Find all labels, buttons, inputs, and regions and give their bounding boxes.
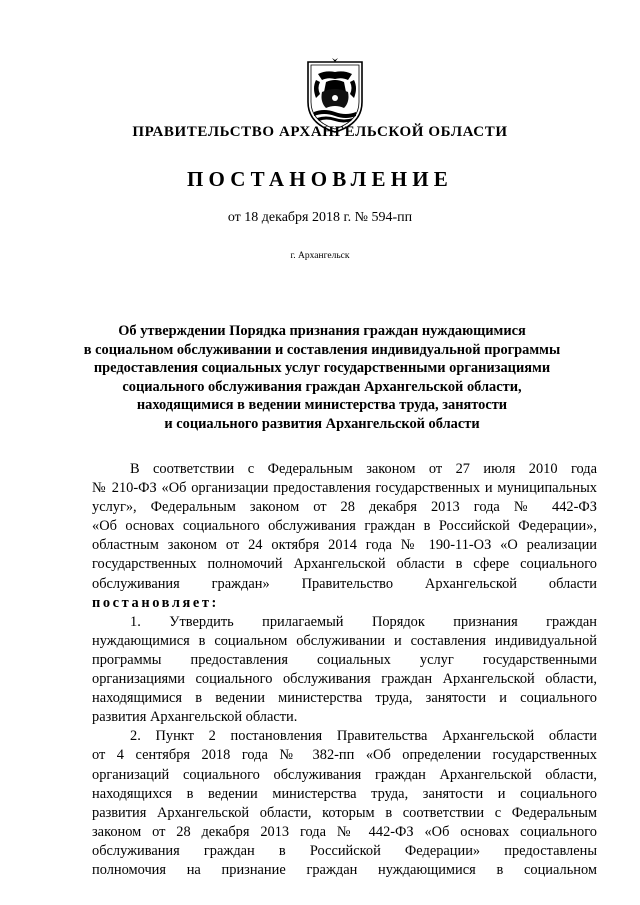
body-line: «Об основах социального обслуживания граждан в Российской Федерации», bbox=[92, 518, 597, 535]
body-line: организациями социального обслуживания граждан Архангельской области, bbox=[92, 671, 597, 688]
body-line: программы предоставления социальных услуг государственными bbox=[92, 651, 597, 668]
body-line: обслуживания граждан» Правительство Архангельской области bbox=[92, 575, 597, 592]
title-line: находящимися в ведении министерства труда, занятости bbox=[136, 397, 508, 414]
body-line: развития Архангельской области, которым в соответствии с Федеральным bbox=[92, 804, 597, 821]
body-line: 2. Пункт 2 постановления Правительства Архангельской области bbox=[130, 728, 597, 745]
body-line: от 4 сентября 2018 года № 382-пп «Об определении государственных bbox=[92, 747, 597, 764]
document-title bbox=[72, 322, 572, 434]
coat-of-arms-emblem bbox=[304, 58, 366, 134]
body-line: находящихся в ведении министерства труда, занятости и социального bbox=[92, 785, 597, 802]
body-line: развития Архангельской области. bbox=[92, 709, 298, 726]
body-line: полномочия на признание граждан нуждающимися в социальном bbox=[92, 861, 597, 878]
body-line: В соответствии с Федеральным законом от 27 июля 2010 года bbox=[130, 461, 597, 477]
document-body bbox=[92, 460, 597, 880]
body-line: обслуживания граждан в Российской Федерации» предоставлены bbox=[92, 842, 597, 859]
document-type: ПОСТАНОВЛЕНИЕ bbox=[186, 167, 454, 191]
government-name: ПРАВИТЕЛЬСТВО АРХАНГЕЛЬСКОЙ ОБЛАСТИ bbox=[132, 124, 508, 140]
title-line: в социальном обслуживании и составления индивидуальной программы bbox=[83, 341, 561, 358]
body-line: 1. Утвердить прилагаемый Порядок признания граждан bbox=[130, 613, 597, 630]
title-line: социального обслуживания граждан Архангельской области, bbox=[122, 378, 522, 395]
body-line: находящимися в ведении министерства труда, занятости и социального bbox=[92, 690, 597, 707]
body-line: организаций социального обслуживания граждан Архангельской области, bbox=[92, 766, 597, 783]
body-line-decree-word: постановляет: bbox=[92, 594, 219, 611]
date-and-number: от 18 декабря 2018 г. № 594-пп bbox=[227, 210, 413, 225]
body-line: № 210-ФЗ «Об организации предоставления государственных и муниципальных bbox=[92, 480, 597, 497]
title-line: предоставления социальных услуг государственными организациями bbox=[93, 360, 551, 377]
body-line: законом от 28 декабря 2013 года № 442-ФЗ «Об основах социального bbox=[92, 823, 597, 840]
body-line: государственных полномочий Архангельской области в сфере социального bbox=[92, 556, 597, 573]
title-line: Об утверждении Порядка признания граждан нуждающимися bbox=[118, 323, 526, 339]
body-line: нуждающимися в социальном обслуживании и составления индивидуальной bbox=[92, 632, 597, 649]
title-line: и социального развития Архангельской области bbox=[164, 415, 480, 432]
body-line: услуг», Федеральным законом от 28 декабря 2013 года № 442-ФЗ bbox=[92, 499, 597, 516]
city: г. Архангельск bbox=[290, 251, 350, 261]
body-line: областным законом от 24 октября 2014 года № 190-11-ОЗ «О реализации bbox=[92, 537, 597, 554]
